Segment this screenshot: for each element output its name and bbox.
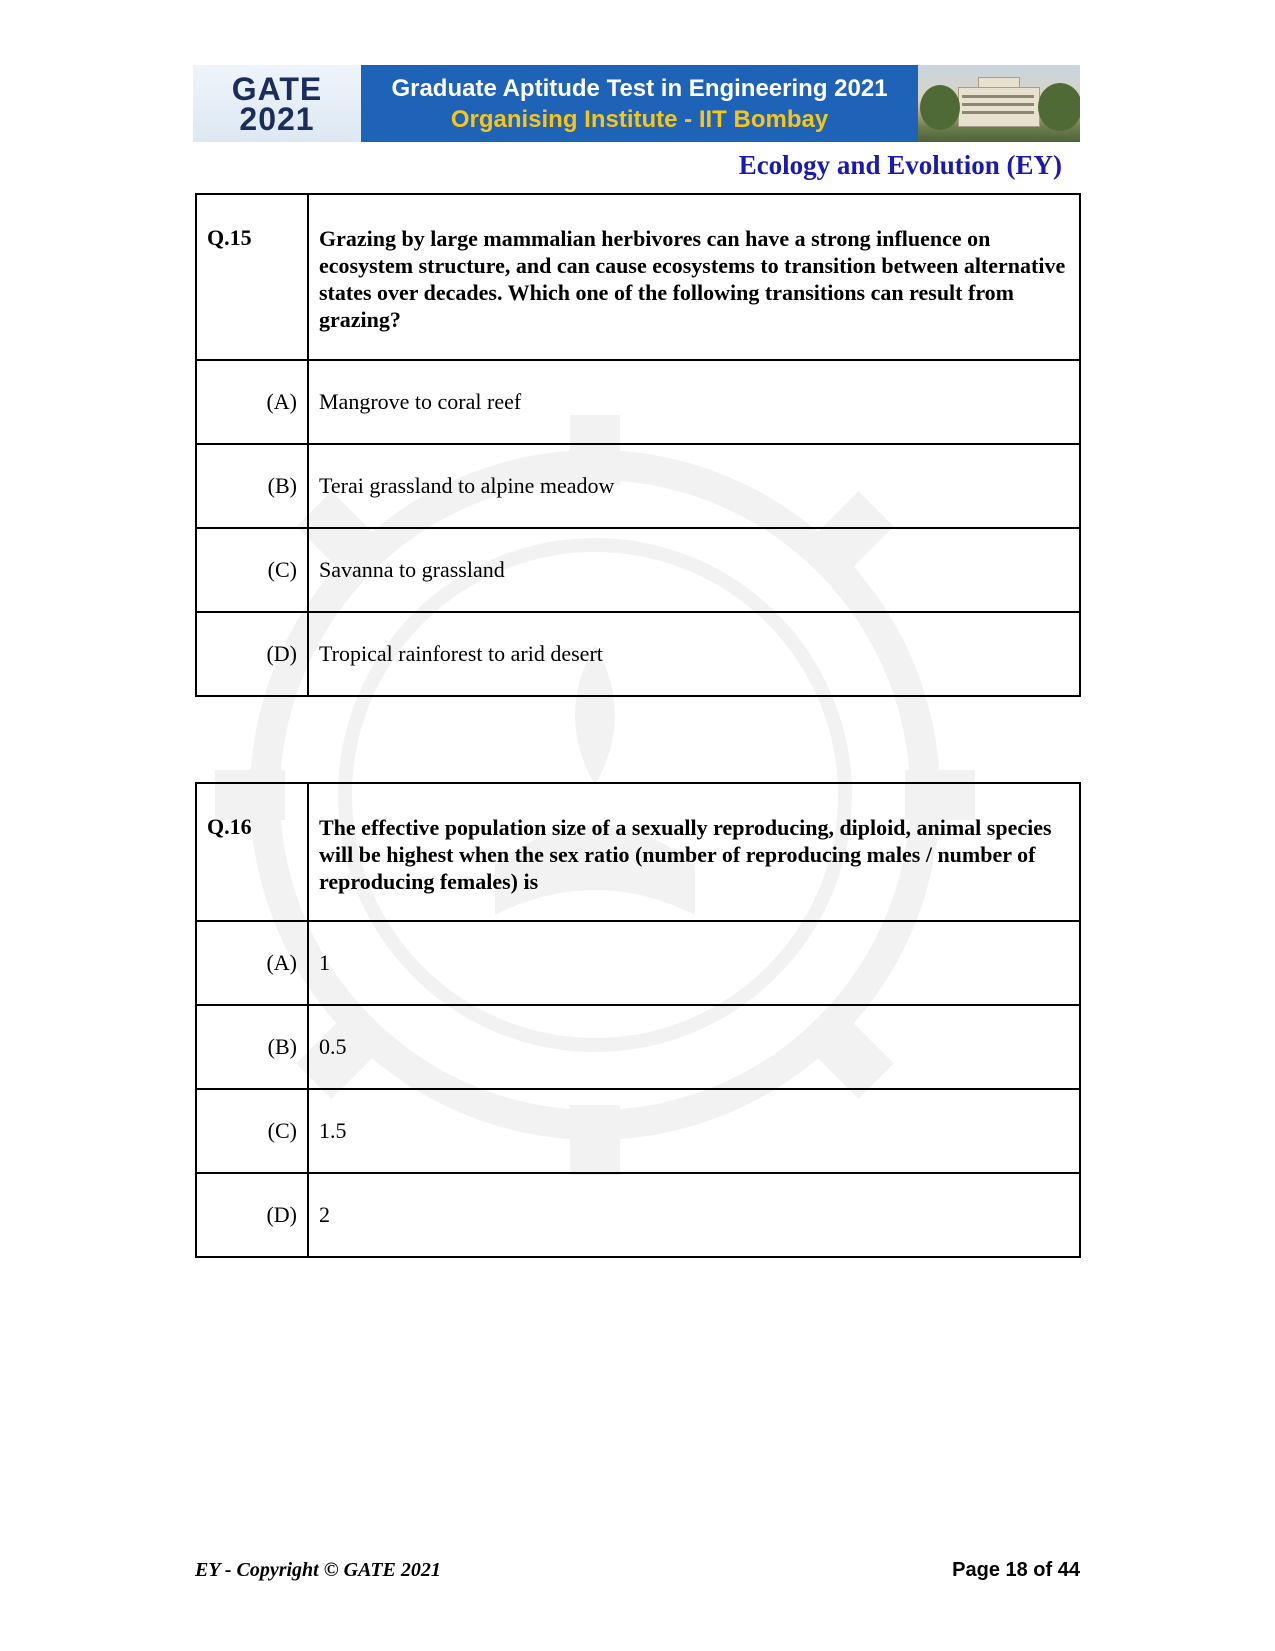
option-label: (A) (196, 921, 308, 1005)
option-row (196, 444, 1080, 528)
option-row (196, 1089, 1080, 1173)
option-row (196, 612, 1080, 696)
option-label: (B) (196, 444, 308, 528)
question-table-q15 (195, 193, 1081, 697)
option-row (196, 528, 1080, 612)
page-current: 18 (1005, 1559, 1028, 1581)
page-separator: of (1027, 1559, 1058, 1581)
iit-bombay-building-photo (918, 65, 1080, 142)
gate-header-banner (193, 65, 1080, 142)
question-row (196, 194, 1080, 360)
organising-institute: Organising Institute - IIT Bombay (450, 105, 829, 133)
gate-2021-logo (193, 65, 361, 142)
option-text: 2 (308, 1173, 1080, 1257)
footer-page-number (952, 1559, 1080, 1582)
option-text: Savanna to grassland (308, 528, 1080, 612)
question-number: Q.16 (196, 783, 308, 921)
option-row (196, 921, 1080, 1005)
page-total: 44 (1057, 1559, 1080, 1581)
option-text: Tropical rainforest to arid desert (308, 612, 1080, 696)
option-label: (A) (196, 360, 308, 444)
option-label: (C) (196, 528, 308, 612)
exam-title: Graduate Aptitude Test in Engineering 2021 (391, 74, 888, 102)
option-label: (C) (196, 1089, 308, 1173)
question-text: Grazing by large mammalian herbivores can have a strong influence on ecosystem structure, and can cause ecosystems to transition between alternative states over decades. Which one of the following transitions can result from grazing? (308, 194, 1080, 360)
option-text: 1.5 (308, 1089, 1080, 1173)
option-row (196, 1005, 1080, 1089)
question-table-q16 (195, 782, 1081, 1258)
page-prefix: Page (952, 1559, 1006, 1581)
footer-copyright: EY - Copyright © GATE 2021 (195, 1559, 441, 1581)
option-text: Mangrove to coral reef (308, 360, 1080, 444)
question-text: The effective population size of a sexually reproducing, diploid, animal species will be highest when the sex ratio (number of reproducing males / number of reproducing females) is (308, 783, 1080, 921)
logo-gate-text: GATE (231, 70, 323, 107)
option-text: Terai grassland to alpine meadow (308, 444, 1080, 528)
option-label: (B) (196, 1005, 308, 1089)
question-number: Q.15 (196, 194, 308, 360)
logo-year-text: 2021 (239, 100, 315, 137)
option-text: 0.5 (308, 1005, 1080, 1089)
option-text: 1 (308, 921, 1080, 1005)
option-label: (D) (196, 612, 308, 696)
subject-heading: Ecology and Evolution (EY) (738, 150, 1062, 180)
option-label: (D) (196, 1173, 308, 1257)
question-row (196, 783, 1080, 921)
option-row (196, 1173, 1080, 1257)
banner-title-block (361, 65, 918, 142)
option-row (196, 360, 1080, 444)
